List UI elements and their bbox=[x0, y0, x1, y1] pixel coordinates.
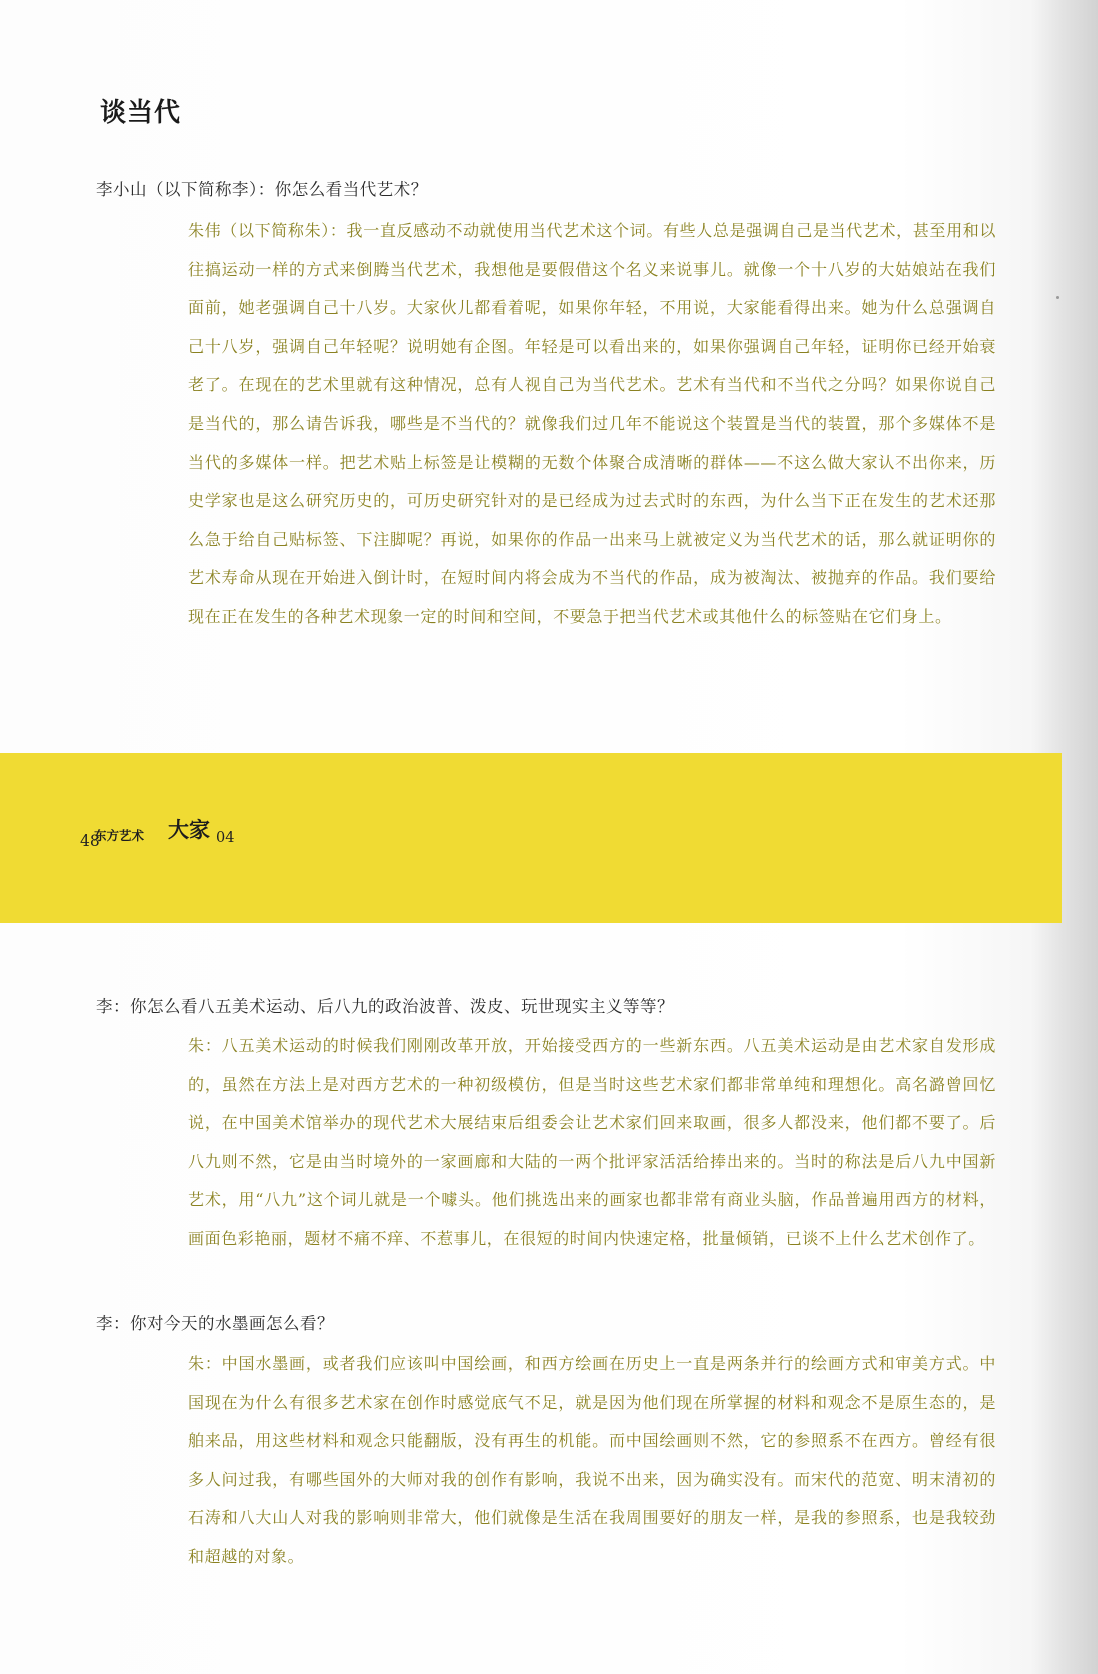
question-2: 李：你怎么看八五美术运动、后八九的政治波普、泼皮、玩世现实主义等等？ bbox=[96, 997, 674, 1016]
magazine-brand: 大家 bbox=[168, 817, 210, 842]
issue-number: 04 bbox=[216, 830, 235, 846]
magazine-name: 东方艺术 bbox=[94, 828, 145, 843]
answer-3: 朱：中国水墨画，或者我们应该叫中国绘画，和西方绘画在历史上一直是两条并行的绘画方式和审美方式。中国现在为什么有很多艺术家在创作时感觉底气不足，就是因为他们现在所掌握的材料和观念不是原生态的，是舶来品，用这些材料和观念只能翻版，没有再生的机能。而中国绘画则不然，它的参照系不在西方。曾经有很多人问过我，有哪些国外的大师对我的创作有影响，我说不出来，因为确实没有。而宋代的范宽、明末清初的石涛和八大山人对我的影响则非常大，他们就像是生活在我周围要好的朋友一样，是我的参照系，也是我较劲和超越的对象。 bbox=[188, 1354, 996, 1566]
question-3: 李：你对今天的水墨画怎么看？ bbox=[96, 1314, 334, 1333]
question-1: 李小山（以下简称李）：你怎么看当代艺术？ bbox=[96, 180, 428, 199]
paper-speck bbox=[1056, 296, 1059, 299]
page-title: 谈当代 bbox=[100, 98, 182, 128]
answer-1: 朱伟（以下简称朱）：我一直反感动不动就使用当代艺术这个词。有些人总是强调自己是当代艺术，甚至用和以往搞运动一样的方式来倒腾当代艺术，我想他是要假借这个名义来说事儿。就像一个十八岁的大姑娘站在我们面前，她老强调自己十八岁。大家伙儿都看着呢，如果你年轻，不用说，大家能看得出来。她为什么总强调自己十八岁，强调自己年轻呢？说明她有企图。年轻是可以看出来的，如果你强调自己年轻，证明你已经开始衰老了。在现在的艺术里就有这种情况，总有人视自己为当代艺术。艺术有当代和不当代之分吗？如果你说自己是当代的，那么请告诉我，哪些是不当代的？就像我们过几年不能说这个装置是当代的装置，那个多媒体不是当代的多媒体一样。把艺术贴上标签是让模糊的无数个体聚合成清晰的群体——不这么做大家认不出你来，历史学家也是这么研究历史的，可历史研究针对的是已经成为过去式时的东西，为什么当下正在发生的艺术还那么急于给自己贴标签、下注脚呢？再说，如果你的作品一出来马上就被定义为当代艺术的话，那么就证明你的艺术寿命从现在开始进入倒计时，在短时间内将会成为不当代的作品，成为被淘汰、被抛弃的作品。我们要给现在正在发生的各种艺术现象一定的时间和空间，不要急于把当代艺术或其他什么的标签贴在它们身上。 bbox=[188, 221, 996, 626]
page-number: 48 bbox=[80, 832, 100, 850]
yellow-footer-band bbox=[0, 753, 1062, 923]
answer-2: 朱：八五美术运动的时候我们刚刚改革开放，开始接受西方的一些新东西。八五美术运动是由艺术家自发形成的，虽然在方法上是对西方艺术的一种初级模仿，但是当时这些艺术家们都非常单纯和理想化。高名潞曾回忆说，在中国美术馆举办的现代艺术大展结束后组委会让艺术家们回来取画，很多人都没来，他们都不要了。后八九则不然，它是由当时境外的一家画廊和大陆的一两个批评家活活给捧出来的。当时的称法是后八九中国新艺术，用“八九”这个词儿就是一个噱头。他们挑选出来的画家也都非常有商业头脑，作品普遍用西方的材料，画面色彩艳丽，题材不痛不痒、不惹事儿，在很短的时间内快速定格，批量倾销，已谈不上什么艺术创作了。 bbox=[188, 1036, 996, 1248]
